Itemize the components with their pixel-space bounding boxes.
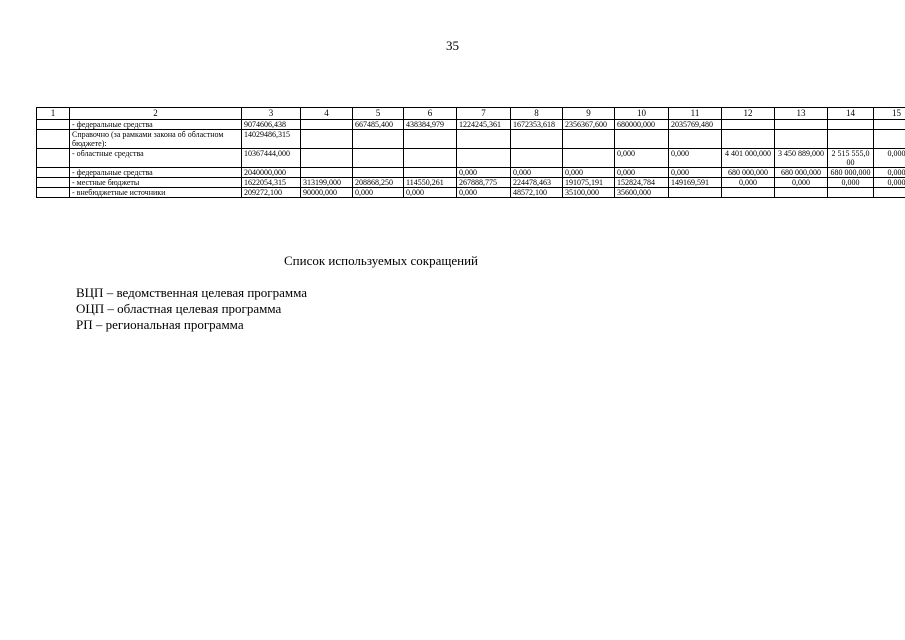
value-cell: 0,000: [775, 178, 828, 188]
row-index-cell: [37, 120, 70, 130]
value-cell: 3 450 889,000: [775, 149, 828, 168]
value-cell: 48572,100: [511, 188, 563, 198]
value-cell: [828, 120, 874, 130]
value-cell: 152824,784: [615, 178, 669, 188]
value-cell: 209272,100: [242, 188, 301, 198]
row-index-cell: [37, 168, 70, 178]
value-cell: 0,000: [511, 168, 563, 178]
value-cell: 90000,000: [301, 188, 353, 198]
value-cell: [301, 168, 353, 178]
value-cell: [353, 168, 404, 178]
value-cell: [301, 149, 353, 168]
page-number: 35: [446, 38, 459, 53]
value-cell: 0,000: [353, 188, 404, 198]
value-cell: 680 000,000: [828, 168, 874, 178]
table-row: [37, 149, 905, 168]
value-cell: 2 515 555,000: [828, 149, 874, 168]
value-cell: 0,000: [457, 168, 511, 178]
value-cell: [874, 130, 905, 149]
value-cell: [511, 149, 563, 168]
column-number: 10: [615, 108, 669, 120]
value-cell: 14029486,315: [242, 130, 301, 149]
value-cell: 0,000: [669, 168, 722, 178]
value-cell: [563, 149, 615, 168]
table-row: [37, 188, 905, 198]
value-cell: [353, 149, 404, 168]
value-cell: 2040000,000: [242, 168, 301, 178]
value-cell: 667485,400: [353, 120, 404, 130]
row-index-cell: [37, 178, 70, 188]
value-cell: [404, 130, 457, 149]
column-number: 9: [563, 108, 615, 120]
value-cell: 191075,191: [563, 178, 615, 188]
value-cell: [563, 130, 615, 149]
value-cell: 1622054,315: [242, 178, 301, 188]
value-cell: [615, 130, 669, 149]
column-number: 13: [775, 108, 828, 120]
value-cell: 0,000: [874, 178, 905, 188]
column-number: 1: [37, 108, 70, 120]
value-cell: 149169,591: [669, 178, 722, 188]
value-cell: 2035769,480: [669, 120, 722, 130]
column-number: 11: [669, 108, 722, 120]
value-cell: [874, 188, 905, 198]
value-cell: [301, 130, 353, 149]
value-cell: 35100,000: [563, 188, 615, 198]
value-cell: 0,000: [828, 178, 874, 188]
column-number: 8: [511, 108, 563, 120]
value-cell: [722, 188, 775, 198]
value-cell: [669, 130, 722, 149]
table-row: [37, 168, 905, 178]
value-cell: 35600,000: [615, 188, 669, 198]
column-number: 3: [242, 108, 301, 120]
row-index-cell: [37, 149, 70, 168]
value-cell: [457, 149, 511, 168]
value-cell: [301, 120, 353, 130]
value-cell: 1672353,618: [511, 120, 563, 130]
value-cell: 224478,463: [511, 178, 563, 188]
column-number: 15: [874, 108, 905, 120]
abbreviation-item: ОЦП – областная целевая программа: [76, 301, 282, 316]
value-cell: 680000,000: [615, 120, 669, 130]
value-cell: 680 000,000: [775, 168, 828, 178]
value-cell: 0,000: [669, 149, 722, 168]
value-cell: [722, 130, 775, 149]
value-cell: [775, 188, 828, 198]
value-cell: [775, 130, 828, 149]
value-cell: 208868,250: [353, 178, 404, 188]
column-number: 12: [722, 108, 775, 120]
abbreviations-list: [76, 285, 307, 333]
row-label: Справочно (за рамками закона об областном бюджете):: [70, 130, 242, 149]
value-cell: 0,000: [722, 178, 775, 188]
value-cell: 0,000: [874, 168, 905, 178]
budget-table: [36, 107, 905, 198]
value-cell: 438384,979: [404, 120, 457, 130]
value-cell: [775, 120, 828, 130]
row-label: - федеральные средства: [70, 168, 242, 178]
value-cell: [457, 130, 511, 149]
value-cell: [828, 188, 874, 198]
table-row: [37, 120, 905, 130]
column-number: 5: [353, 108, 404, 120]
value-cell: 680 000,000: [722, 168, 775, 178]
row-index-cell: [37, 188, 70, 198]
value-cell: 4 401 000,000: [722, 149, 775, 168]
abbreviation-item: ВЦП – ведомственная целевая программа: [76, 285, 308, 300]
value-cell: 0,000: [615, 149, 669, 168]
value-cell: [722, 120, 775, 130]
abbreviations-title: Список используемых сокращений: [283, 253, 479, 268]
value-cell: 9074606,438: [242, 120, 301, 130]
column-number: 2: [70, 108, 242, 120]
value-cell: 2356367,600: [563, 120, 615, 130]
value-cell: 0,000: [457, 188, 511, 198]
row-label: - внебюджетные источники: [70, 188, 242, 198]
column-number: 14: [828, 108, 874, 120]
abbreviation-item: РП – региональная программа: [76, 317, 244, 332]
row-index-cell: [37, 130, 70, 149]
value-cell: 313199,000: [301, 178, 353, 188]
column-number: 6: [404, 108, 457, 120]
value-cell: [404, 149, 457, 168]
value-cell: [511, 130, 563, 149]
value-cell: [874, 120, 905, 130]
row-label: - федеральные средства: [70, 120, 242, 130]
value-cell: 0,000: [404, 188, 457, 198]
row-label: - местные бюджеты: [70, 178, 242, 188]
value-cell: 10367444,000: [242, 149, 301, 168]
value-cell: [828, 130, 874, 149]
value-cell: 0,000: [615, 168, 669, 178]
value-cell: 0,000: [563, 168, 615, 178]
table-header-row: [37, 108, 905, 120]
column-number: 7: [457, 108, 511, 120]
value-cell: [404, 168, 457, 178]
value-cell: 267888,775: [457, 178, 511, 188]
value-cell: 0,000: [874, 149, 905, 168]
value-cell: 114550,261: [404, 178, 457, 188]
value-cell: [353, 130, 404, 149]
table-row: [37, 178, 905, 188]
column-number: 4: [301, 108, 353, 120]
value-cell: 1224245,361: [457, 120, 511, 130]
table-row: [37, 130, 905, 149]
value-cell: [669, 188, 722, 198]
row-label: - областные средства: [70, 149, 242, 168]
